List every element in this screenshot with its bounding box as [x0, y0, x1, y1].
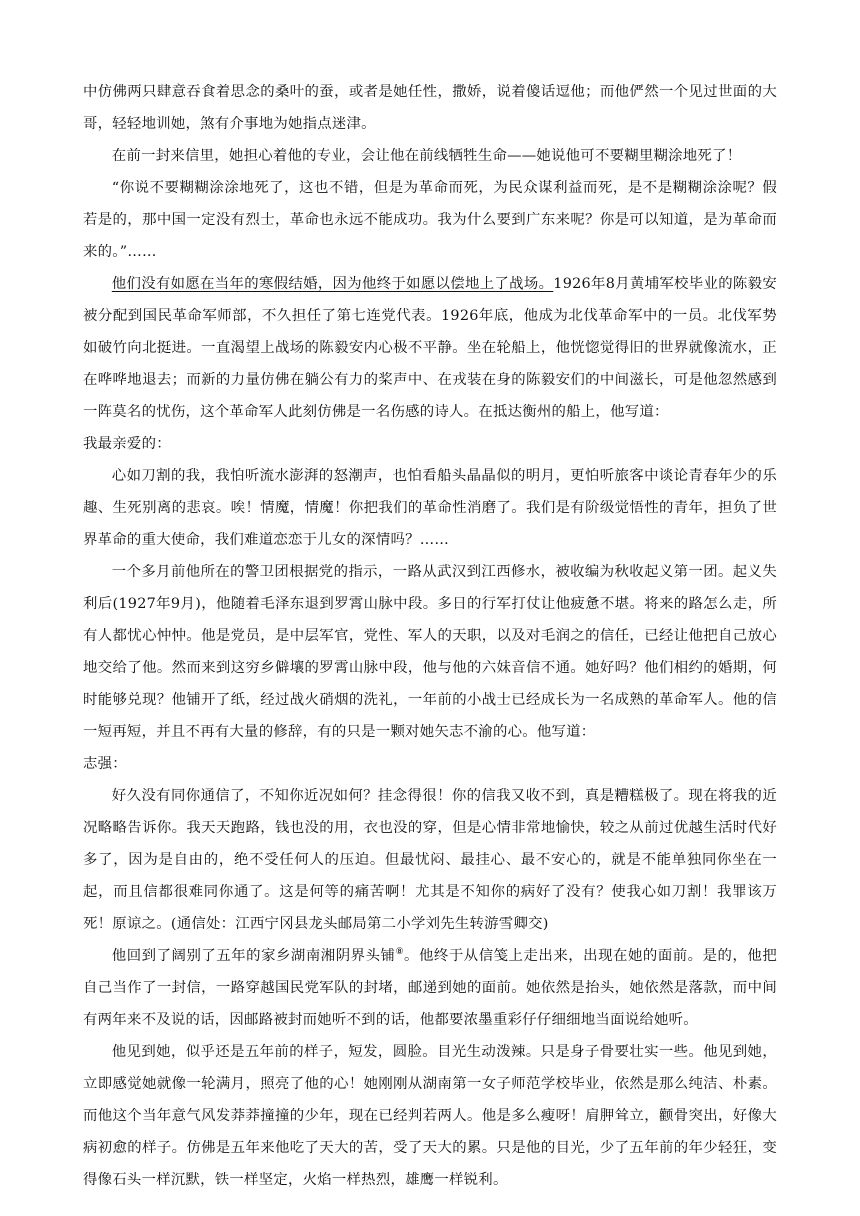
paragraph-6-rest: 。他终于从信笺上走出来，出现在她的面前。是的，他把自己当作了一封信，一路穿越国民党军队的封堵，邮递到她的面前。她依然是抬头，她依然是落款，而中间有两年来不及说的话，因邮路被封而她听不到的话，他都要浓墨重彩仔仔细细地当面说给她听。 [83, 948, 777, 1028]
paragraph-6-main: 他回到了阔别了五年的家乡湖南湘阴界头铺 [111, 948, 396, 964]
paragraph-2: 在前一封来信里，她担心着他的专业，会让他在前线牺牲生命——她说他可不要糊里糊涂地死了！ [111, 148, 742, 164]
document-body [83, 76, 777, 1196]
underlined-sentence: 他们没有如愿在当年的寒假结婚，因为他终于如愿以偿地上了战场。 [111, 276, 554, 292]
letter-2-body: 好久没有同你通信了，不知你近况如何？挂念得很！你的信我又收不到，真是糟糕极了。现在将我的近况略略告诉你。我天天跑路，钱也没的用，衣也没的穿，但是心情非常地愉快，较之从前过优越生活时代好多了，因为是自由的，绝不受任何人的压迫。但最忧闷、最挂心、最不安心的，就是不能单独同你坐在一起，而且信都很难同你通了。这是何等的痛苦啊！尤其是不知你的病好了没有？使我心如刀割！我罪该万死！原谅之。(通信处：江西宁冈县龙头邮局第二小学刘先生转游雪卿交) [83, 788, 777, 932]
paragraph-4-rest: 1926年8月黄埔军校毕业的陈毅安被分配到国民革命军师部，不久担任了第七连党代表。1926年底，他成为北伐革命军中的一员。北伐军势如破竹向北挺进。一直渴望上战场的陈毅安内心极不平静。坐在轮船上，他恍惚觉得旧的世界就像流水，正在哗哗地退去；而新的力量仿佛在躺公有力的桨声中、在戎装在身的陈毅安们的中间滋长，可是他忽然感到一阵莫名的忧伤，这个革命军人此刻仿佛是一名伤感的诗人。在抵达衡州的船上，他写道： [83, 276, 777, 420]
letter-2-salutation: 志强： [83, 756, 127, 772]
paragraph-3-quote: “你说不要糊糊涂涂地死了，这也不错，但是为革命而死，为民众谋利益而死，是不是糊糊涂涂呢？假若是的，那中国一定没有烈士，革命也永远不能成功。我为什么要到广东来呢？你是可以知道，是为革命而来的。”…… [83, 180, 777, 260]
paragraph-6 [83, 940, 777, 1036]
footnote-marker: ⑧ [395, 947, 405, 958]
letter-1-salutation: 我最亲爱的： [83, 436, 171, 452]
paragraph-1: 中仿佛两只肆意吞食着思念的桑叶的蚕，或者是她任性，撒娇，说着傻话逗他；而他俨然一个见过世面的大哥，轻轻地训她，煞有介事地为她指点迷津。 [83, 84, 777, 132]
paragraph-7: 他见到她，似乎还是五年前的样子，短发，圆脸。目光生动泼辣。只是身子骨要壮实一些。他见到她，立即感觉她就像一轮满月，照亮了他的心！她刚刚从湖南第一女子师范学校毕业，依然是那么纯洁、朴素。而他这个当年意气风发莽莽撞撞的少年，现在已经判若两人。他是多么瘦呀！肩胛耸立，颧骨突出，好像大病初愈的样子。仿佛是五年来他吃了天大的苦，受了天大的累。只是他的目光，少了五年前的年少轻狂，变得像石头一样沉默，铁一样坚定，火焰一样热烈，雄鹰一样锐利。 [83, 1044, 777, 1188]
paragraph-4 [83, 268, 777, 428]
letter-1-body: 心如刀割的我，我怕听流水澎湃的怒潮声，也怕看船头晶晶似的明月，更怕听旅客中谈论青春年少的乐趣、生死别离的悲哀。唉！情魔，情魔！你把我们的革命性消磨了。我们是有阶级觉悟性的青年，担负了世界革命的重大使命，我们难道恋恋于儿女的深情吗？…… [83, 468, 777, 548]
paragraph-5: 一个多月前他所在的警卫团根据党的指示，一路从武汉到江西修水，被收编为秋收起义第一团。起义失利后(1927年9月)，他随着毛泽东退到罗霄山脉中段。多日的行军打仗让他疲惫不堪。将来的路怎么走，所有人都忧心忡忡。他是党员，是中层军官，党性、军人的天职，以及对毛润之的信任，已经让他把自己放心地交给了他。然而来到这穷乡僻壤的罗霄山脉中段，他与他的六妹音信不通。她好吗？他们相约的婚期，何时能够兑现？他铺开了纸，经过战火硝烟的洗礼，一年前的小战士已经成长为一名成熟的革命军人。他的信一短再短，并且不再有大量的修辞，有的只是一颗对她矢志不渝的心。他写道： [83, 564, 777, 740]
